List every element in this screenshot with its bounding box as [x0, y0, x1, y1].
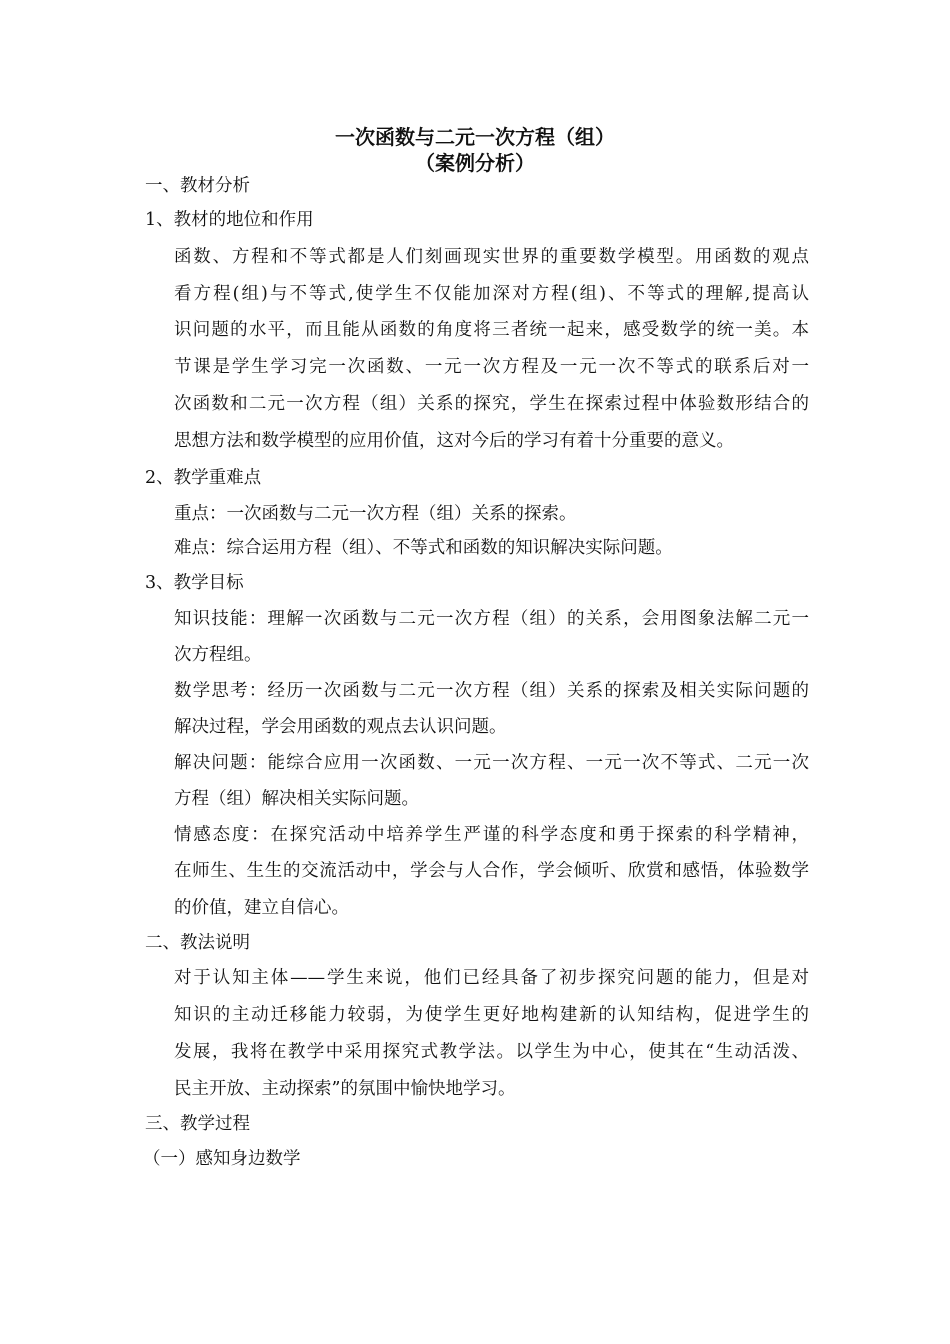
paragraph-line: 节课是学生学习完一次函数、一元一次方程及一元一次不等式的联系后对一: [174, 357, 809, 377]
section-heading: 二、教法说明: [145, 933, 250, 953]
subsection-heading: （一）感知身边数学: [143, 1149, 301, 1169]
paragraph-line: 对于认知主体——学生来说，他们已经具备了初步探究问题的能力，但是对: [174, 968, 809, 988]
paragraph-line: 发展，我将在教学中采用探究式教学法。以学生为中心，使其在“生动活泼、: [174, 1042, 809, 1062]
subsection-heading: 2、教学重难点: [145, 468, 262, 488]
paragraph-line: 的价值，建立自信心。: [174, 898, 349, 918]
key-point: 重点：一次函数与二元一次方程（组）关系的探索。: [174, 504, 577, 524]
section-heading: 一、教材分析: [145, 176, 250, 196]
document-title: 一次函数与二元一次方程（组）: [335, 125, 615, 149]
paragraph-line: 识问题的水平，而且能从函数的角度将三者统一起来，感受数学的统一美。本: [174, 320, 809, 340]
paragraph-line: 解决过程，学会用函数的观点去认识问题。: [174, 717, 507, 737]
paragraph-line: 知识的主动迁移能力较弱，为使学生更好地构建新的认知结构，促进学生的: [174, 1005, 809, 1025]
paragraph-line: 数学思考：经历一次函数与二元一次方程（组）关系的探索及相关实际问题的: [174, 681, 809, 701]
paragraph-line: 函数、方程和不等式都是人们刻画现实世界的重要数学模型。用函数的观点: [174, 247, 809, 267]
paragraph-line: 知识技能：理解一次函数与二元一次方程（组）的关系，会用图象法解二元一: [174, 609, 809, 629]
difficult-point: 难点：综合运用方程（组）、不等式和函数的知识解决实际问题。: [174, 538, 673, 558]
document-subtitle: （案例分析）: [415, 151, 535, 175]
paragraph-line: 次函数和二元一次方程（组）关系的探究，学生在探索过程中体验数形结合的: [174, 394, 809, 414]
paragraph-line: 在师生、生生的交流活动中，学会与人合作，学会倾听、欣赏和感悟，体验数学: [174, 861, 809, 881]
paragraph-line: 看方程(组)与不等式,使学生不仅能加深对方程(组)、不等式的理解,提高认: [174, 284, 809, 304]
paragraph-line: 民主开放、主动探索”的氛围中愉快地学习。: [174, 1079, 516, 1099]
subsection-heading: 1、教材的地位和作用: [145, 210, 314, 230]
paragraph-line: 解决问题：能综合应用一次函数、一元一次方程、一元一次不等式、二元一次: [174, 753, 809, 773]
section-heading: 三、教学过程: [145, 1114, 250, 1134]
paragraph-line: 方程（组）解决相关实际问题。: [174, 789, 419, 809]
paragraph-line: 思想方法和数学模型的应用价值，这对今后的学习有着十分重要的意义。: [174, 431, 734, 451]
subsection-heading: 3、教学目标: [145, 573, 244, 593]
paragraph-line: 次方程组。: [174, 645, 262, 665]
paragraph-line: 情感态度：在探究活动中培养学生严谨的科学态度和勇于探索的科学精神，: [174, 825, 809, 845]
